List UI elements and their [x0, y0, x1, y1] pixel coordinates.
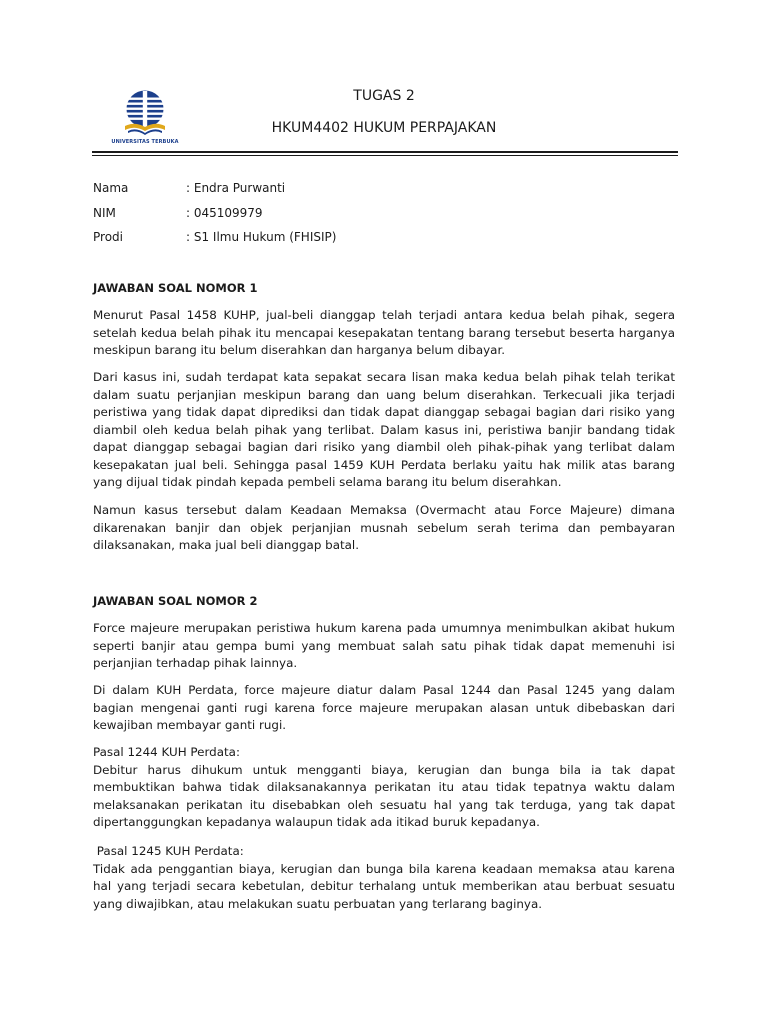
section-1-heading: JAWABAN SOAL NOMOR 1: [93, 281, 258, 295]
pasal-1244-block: [93, 744, 675, 832]
header-divider-thick: [92, 151, 678, 153]
student-field-value: : 045109979: [186, 206, 263, 220]
student-field-label: Prodi: [93, 230, 123, 244]
pasal-1244-text: Debitur harus dihukum untuk mengganti biaya, kerugian dan bunga bila ia tak dapat membuktikan bahwa tidak dilaksanakannya perikatan itu atau tidak tepatnya waktu dalam melaksanakan perikatan itu disebabkan oleh sesuatu hal yang tak terduga, yang tak dapat dipertanggungkan kepadanya walaupun tidak ada itikad buruk kepadanya.: [93, 762, 675, 829]
section-2-heading: JAWABAN SOAL NOMOR 2: [93, 594, 258, 608]
header-divider-thin: [92, 155, 678, 156]
pasal-1245-text: Tidak ada penggantian biaya, kerugian dan bunga bila karena keadaan memaksa atau karena hal yang terjadi secara kebetulan, debitur terhalang untuk memberikan atau berbuat sesuatu yang diwajibkan, atau melakukan suatu perbuatan yang terlarang baginya.: [93, 861, 675, 911]
course-title: HKUM4402 HUKUM PERPAJAKAN: [271, 120, 497, 136]
pasal-1245-title: Pasal 1245 KUH Perdata:: [93, 844, 244, 858]
logo-caption: UNIVERSITAS TERBUKA: [111, 139, 179, 145]
student-field-label: NIM: [93, 206, 116, 220]
section-1-paragraph: Menurut Pasal 1458 KUHP, jual-beli dianggap telah terjadi antara kedua belah pihak, segera setelah kedua belah pihak itu mencapai kesepakatan tentang barang tersebut beserta harganya meskipun barang itu belum diserahkan dan harganya belum dibayar.: [93, 308, 675, 357]
section-1-paragraph: Namun kasus tersebut dalam Keadaan Memaksa (Overmacht atau Force Majeure) dimana dikarenakan banjir dan objek perjanjian musnah sebelum serah terima dan pembayaran dilaksanakan, maka jual beli dianggap batal.: [93, 503, 675, 552]
student-field-label: Nama: [93, 181, 129, 195]
student-field-value: : S1 Ilmu Hukum (FHISIP): [186, 230, 337, 244]
university-logo: [106, 88, 184, 148]
document-title: TUGAS 2: [353, 88, 415, 104]
section-2-paragraph: Di dalam KUH Perdata, force majeure diatur dalam Pasal 1244 dan Pasal 1245 yang dalam bagian mengenai ganti rugi karena force majeure merupakan alasan untuk dibebaskan dari kewajiban membayar ganti rugi.: [93, 683, 675, 732]
pasal-1244-title: Pasal 1244 KUH Perdata:: [93, 745, 240, 759]
pasal-1245-block: [93, 843, 675, 913]
student-field-value: : Endra Purwanti: [186, 181, 286, 195]
section-2-paragraph: Force majeure merupakan peristiwa hukum karena pada umumnya menimbulkan akibat hukum seperti banjir atau gempa bumi yang membuat salah satu pihak tidak dapat memenuhi isi perjanjian terhadap pihak lainnya.: [93, 621, 675, 670]
section-1-paragraph: Dari kasus ini, sudah terdapat kata sepakat secara lisan maka kedua belah pihak telah terikat dalam suatu perjanjian meskipun barang dan uang belum diserahkan. Terkecuali jika terjadi peristiwa yang tidak dapat diprediksi dan tidak dapat dianggap sebagai bagian dari risiko yang diambil oleh kedua belah pihak yang terlibat. Dalam kasus ini, peristiwa banjir bandang tidak dapat dianggap sebagai bagian dari risiko yang diambil oleh pihak-pihak yang terlibat dalam kesepakatan jual beli. Sehingga pasal 1459 KUH Perdata berlaku yaitu hak milik atas barang yang dijual tidak pindah kepada pembeli selama barang itu belum diserahkan.: [93, 370, 675, 489]
university-emblem-icon: [106, 88, 184, 138]
